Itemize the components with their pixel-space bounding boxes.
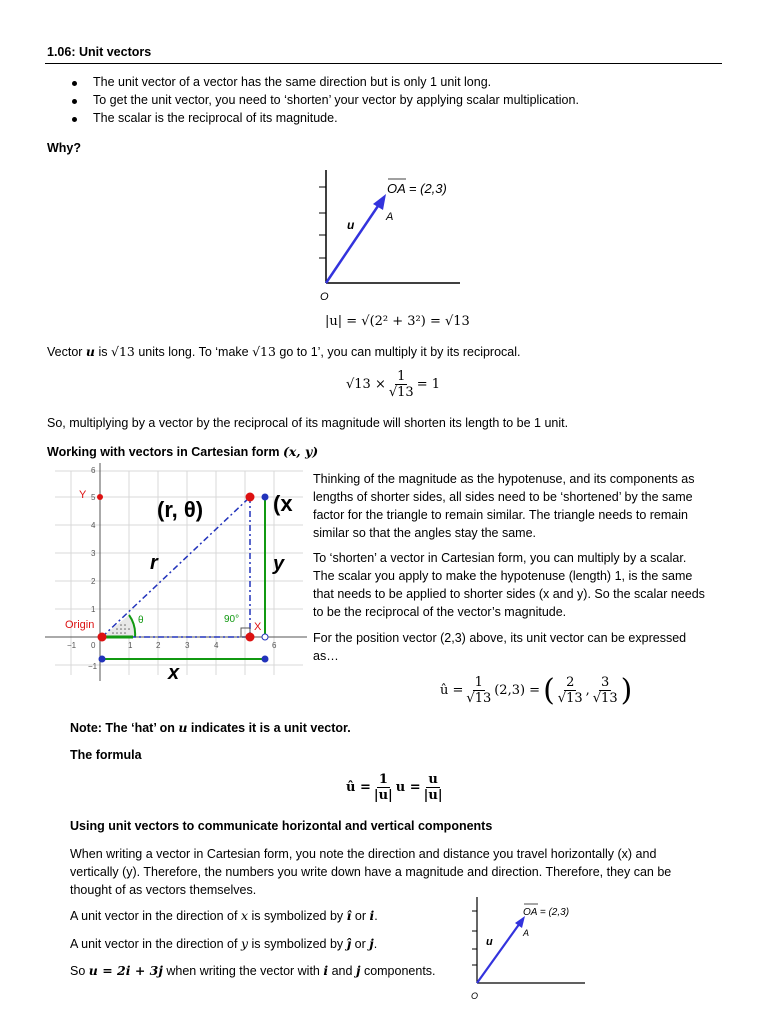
x-axis-label: X [254, 621, 262, 633]
y-side-label: y [273, 553, 285, 575]
note-text: Note: The ‘hat’ on u indicates it is a unit vector. [70, 720, 351, 735]
svg-text:−1: −1 [88, 662, 98, 671]
so-u-text: So u = 2i + 3j when writing the vector with i and j components. [70, 963, 436, 978]
cartesian-graph [45, 463, 307, 688]
svg-text:1: 1 [128, 641, 133, 650]
svg-text:3: 3 [91, 549, 96, 558]
unit-x-text: A unit vector in the direction of x is symbolized by î or i. [70, 908, 378, 923]
y-point [97, 494, 103, 500]
bullet-item: The unit vector of a vector has the same direction but is only 1 unit long. [93, 75, 492, 89]
origin-label: O [320, 291, 329, 303]
paragraph-hypotenuse: Thinking of the magnitude as the hypotenuse, and its components as lengths of shorter sides, all sides need to be ‘shortened’ by the same factor for the triangle to remain similar. The triangle needs to remain similar so that the angles stay the same. [313, 472, 695, 540]
polar-label: (r, θ) [157, 497, 204, 522]
theta-label: θ [138, 615, 144, 626]
svg-text:−1: −1 [67, 641, 77, 650]
bullet-marker [72, 99, 77, 104]
reciprocal-equation: √13 × $\frac{1}{√13}$ = 1 [346, 369, 440, 400]
bullet-item: The scalar is the reciprocal of its magnitude. [93, 111, 338, 125]
arrowhead-icon [373, 194, 386, 210]
vector-diagram [310, 165, 480, 305]
origin-label: O [471, 991, 479, 1001]
unit-vector-equation: û = $\frac{1}{√13}$ (2,3) = ( $\frac{2}{√13}$ , $\frac{3}{√13}$ ) [440, 673, 633, 708]
svg-text:5: 5 [91, 493, 96, 502]
svg-text:4: 4 [214, 641, 219, 650]
magnitude-equation: |u| = √(2² + 3²) = √13 [325, 314, 470, 329]
x-side-label: x [168, 662, 180, 684]
bullet-marker [72, 81, 77, 86]
unit-y-text: A unit vector in the direction of y is symbolized by ĵ or j. [70, 936, 378, 951]
bullet-item: To get the unit vector, you need to ‘shorten’ your vector by applying scalar multiplication. [93, 93, 579, 107]
svg-text:4: 4 [91, 521, 96, 530]
page-title: 1.06: Unit vectors [47, 45, 152, 59]
header-rule [45, 63, 722, 64]
svg-text:6: 6 [91, 466, 96, 475]
svg-text:3: 3 [185, 641, 190, 650]
vector-label: OA = (2,3) [387, 181, 447, 196]
svg-text:2: 2 [91, 577, 96, 586]
components-paragraph: When writing a vector in Cartesian form, you note the direction and distance you travel horizontally (x) and vertically (y). Therefore, the numbers you write down have a magnitude and direction. Therefore, they can be thought of as vectors themselves. [70, 847, 672, 897]
svg-text:2: 2 [156, 641, 161, 650]
svg-text:6: 6 [272, 641, 277, 650]
cartesian-heading: Working with vectors in Cartesian form (x, y) [47, 444, 319, 459]
u-label: u [347, 218, 355, 232]
vector-arrow [326, 203, 380, 283]
vector-length-text: Vector u is √13 units long. To ‘make √13 go to 1’, you can multiply it by its reciprocal. [47, 344, 521, 359]
u-label: u [486, 936, 493, 948]
components-heading: Using unit vectors to communicate horizontal and vertical components [70, 819, 493, 833]
point-a-label: A [386, 211, 394, 223]
right-angle-label: 90° [224, 614, 240, 625]
cartesian-partial-label: (x [273, 491, 293, 516]
origin-label: Origin [65, 619, 95, 631]
x-point [246, 633, 255, 642]
origin-point [98, 633, 107, 642]
unit-vector-formula: û = $\frac{1}{|u|}$ u = $\frac{u}{|u|}$ [346, 772, 443, 803]
endpoint [246, 493, 255, 502]
svg-text:0: 0 [91, 641, 96, 650]
vector-diagram-small [465, 893, 595, 1005]
vector-label: OA = (2,3) [523, 907, 570, 918]
formula-label: The formula [70, 748, 142, 762]
paragraph-shorten: To ‘shorten’ a vector in Cartesian form, you can multiply by a scalar. The scalar you apply to make the hypotenuse (length) 1, is the same that needs to be applied to shorter sides (x and y). So the scalar needs to be the reciprocal of the vector’s magnitude. [313, 551, 705, 619]
r-label: r [150, 552, 158, 574]
so-text: So, multiplying by a vector by the reciprocal of its magnitude will shorten its length to be 1 unit. [47, 416, 569, 430]
y-axis-label: Y [79, 489, 87, 501]
vector-arrow [477, 923, 520, 983]
svg-text:1: 1 [91, 605, 96, 614]
why-label: Why? [47, 141, 82, 155]
point-a-label: A [523, 928, 530, 938]
paragraph-position-vector: For the position vector (2,3) above, its unit vector can be expressed as… [313, 631, 687, 663]
bullet-marker [72, 117, 77, 122]
